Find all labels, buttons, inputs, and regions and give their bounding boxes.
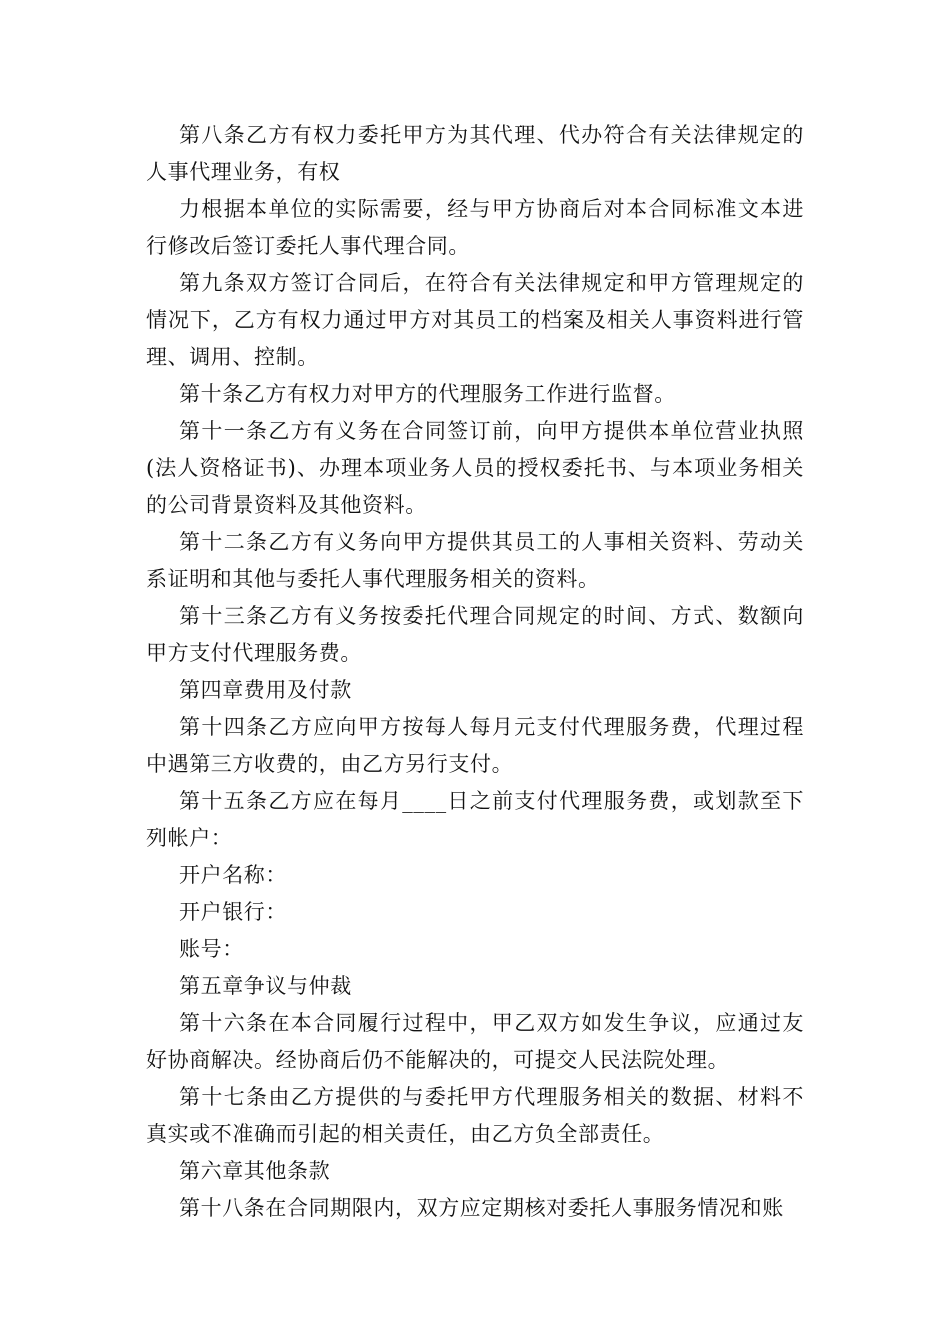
article-18: 第十八条在合同期限内，双方应定期核对委托人事服务情况和账 xyxy=(179,1196,784,1220)
article-12: 第十二条乙方有义务向甲方提供其员工的人事相关资料、劳动关系证明和其他与委托人事代理服务相关的资料。 xyxy=(146,530,804,591)
article-9: 第九条双方签订合同后，在符合有关法律规定和甲方管理规定的情况下，乙方有权力通过甲方对其员工的档案及相关人事资料进行管理、调用、控制。 xyxy=(146,271,804,369)
article-16: 第十六条在本合同履行过程中，甲乙双方如发生争议，应通过友好协商解决。经协商后仍不能解决的，可提交人民法院处理。 xyxy=(146,1011,804,1072)
article-17: 第十七条由乙方提供的与委托甲方代理服务相关的数据、材料不真实或不准确而引起的相关责任，由乙方负全部责任。 xyxy=(146,1085,804,1146)
account-name-field: 开户名称： xyxy=(179,863,287,887)
article-8-part-1: 第八条乙方有权力委托甲方为其代理、代办符合有关法律规定的人事代理业务，有权 xyxy=(146,123,804,184)
article-8-part-2: 力根据本单位的实际需要，经与甲方协商后对本合同标准文本进行修改后签订委托人事代理合同。 xyxy=(146,197,804,258)
article-15: 第十五条乙方应在每月____日之前支付代理服务费，或划款至下列帐户： xyxy=(146,789,804,850)
article-14: 第十四条乙方应向甲方按每人每月元支付代理服务费，代理过程中遇第三方收费的，由乙方另行支付。 xyxy=(146,715,804,776)
article-13: 第十三条乙方有义务按委托代理合同规定的时间、方式、数额向甲方支付代理服务费。 xyxy=(146,604,804,665)
article-11: 第十一条乙方有义务在合同签订前，向甲方提供本单位营业执照(法人资格证书)、办理本项业务人员的授权委托书、与本项业务相关的公司背景资料及其他资料。 xyxy=(146,419,804,517)
account-number-field: 账号： xyxy=(179,937,244,961)
account-bank-field: 开户银行： xyxy=(179,900,287,924)
chapter-6-heading: 第六章其他条款 xyxy=(179,1159,331,1183)
article-10: 第十条乙方有权力对甲方的代理服务工作进行监督。 xyxy=(179,382,676,406)
chapter-5-heading: 第五章争议与仲裁 xyxy=(179,974,352,998)
chapter-4-heading: 第四章费用及付款 xyxy=(179,678,352,702)
